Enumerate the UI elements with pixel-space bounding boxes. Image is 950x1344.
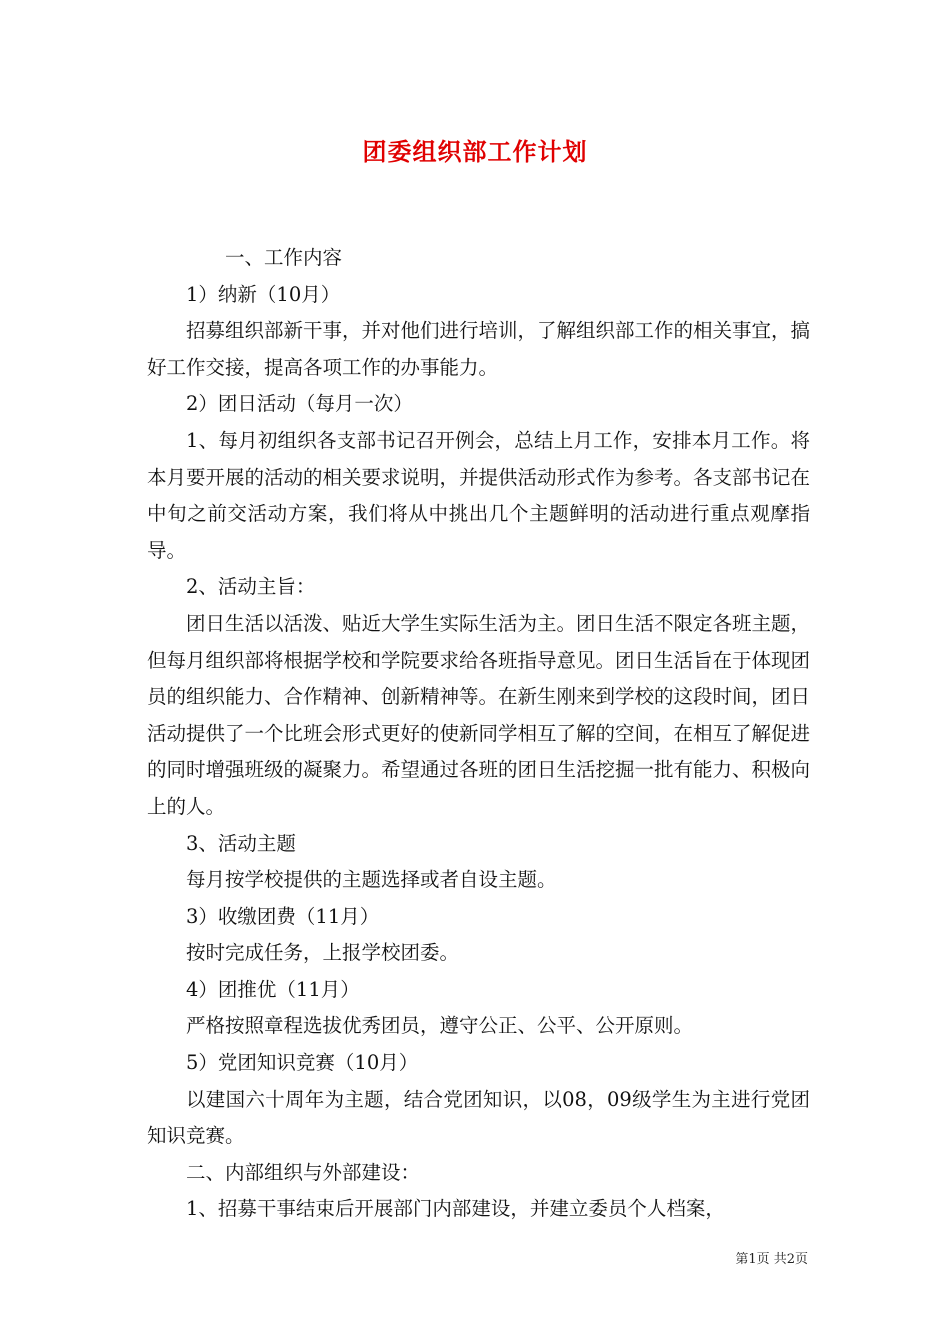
subsection-heading: 4）团推优（11月） bbox=[186, 977, 360, 1001]
paragraph: 招募组织部新干事，并对他们进行培训，了解组织部工作的相关事宜，搞好工作交接，提高各项工作的办事能力。 bbox=[147, 319, 811, 379]
subsection-heading: 3、活动主题 bbox=[186, 831, 296, 855]
subsection-heading: 3）收缴团费（11月） bbox=[186, 904, 380, 928]
subsection-heading: 1）纳新（10月） bbox=[186, 282, 341, 306]
subsection-heading: 2）团日活动（每月一次） bbox=[186, 392, 413, 416]
document-title: 团委组织部工作计划 bbox=[362, 137, 588, 166]
subsection-heading: 5）党团知识竞赛（10月） bbox=[186, 1051, 419, 1075]
paragraph: 1、招募干事结束后开展部门内部建设，并建立委员个人档案， bbox=[186, 1197, 725, 1221]
paragraph: 严格按照章程选拔优秀团员，遵守公正、公平、公开原则。 bbox=[186, 1014, 694, 1038]
paragraph: 1、每月初组织各支部书记召开例会，总结上月工作，安排本月工作。将本月要开展的活动的相关要求说明，并提供活动形式作为参考。各支部书记在中旬之前交活动方案，我们将从中挑出几个主题鲜明的活动进行重点观摩指导。 bbox=[147, 428, 811, 562]
page-number-footer: 第1页 共2页 bbox=[735, 1252, 808, 1267]
document-body bbox=[147, 240, 810, 1228]
section-heading: 一、工作内容 bbox=[225, 246, 343, 269]
paragraph: 以建国六十周年为主题，结合党团知识，以08，09级学生为主进行党团知识竞赛。 bbox=[147, 1087, 810, 1148]
section-heading: 二、内部组织与外部建设： bbox=[186, 1160, 421, 1184]
paragraph: 每月按学校提供的主题选择或者自设主题。 bbox=[186, 868, 557, 892]
paragraph: 按时完成任务，上报学校团委。 bbox=[186, 941, 460, 965]
subsection-heading: 2、活动主旨： bbox=[186, 575, 316, 599]
paragraph: 团日生活以活泼、贴近大学生实际生活为主。团日生活不限定各班主题，但每月组织部将根据学校和学院要求给各班指导意见。团日生活旨在于体现团员的组织能力、合作精神、创新精神等。在新生刚来到学校的这段时间，团日活动提供了一个比班会形式更好的使新同学相互了解的空间，在相互了解促进的同时增强班级的凝聚力。希望通过各班的团日生活挖掘一批有能力、积极向上的人。 bbox=[147, 611, 811, 818]
